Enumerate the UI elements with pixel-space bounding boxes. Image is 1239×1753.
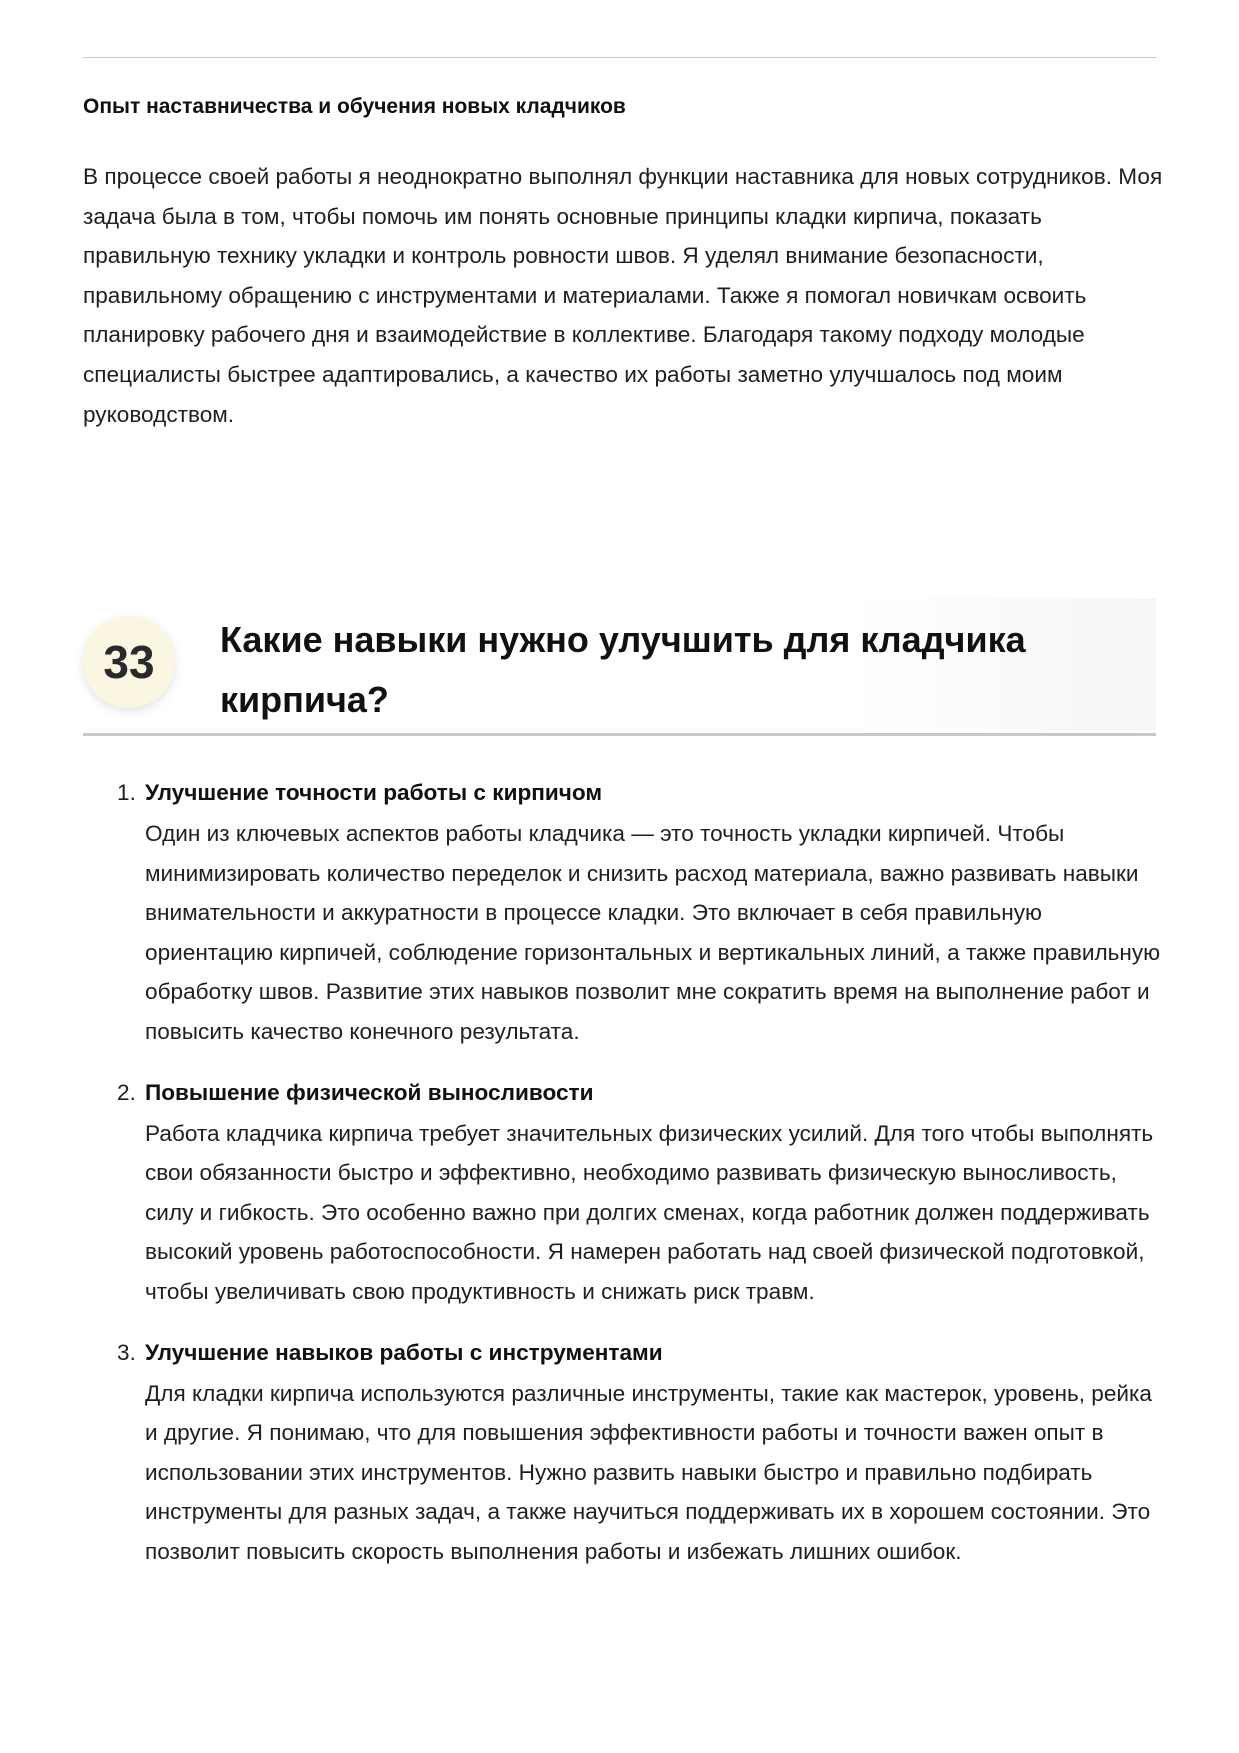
section-number-badge: 33: [83, 616, 175, 708]
list-item-number: 2.: [117, 1079, 136, 1105]
section-header: [83, 596, 1156, 736]
list-item: [83, 1336, 1163, 1572]
mentoring-heading: Опыт наставничества и обучения новых кладчиков: [83, 95, 626, 118]
list-item: [83, 1076, 1163, 1312]
mentoring-paragraph: В процессе своей работы я неоднократно выполнял функции наставника для новых сотрудников. Моя задача была в том, чтобы помочь им понять основные принципы кладки кирпича, показать правильную технику укладки и контроль ровности швов. Я уделял внимание безопасности, правильному обращению с инструментами и материалами. Также я помогал новичкам освоить планировку рабочего дня и взаимодействие в коллективе. Благодаря такому подходу молодые специалисты быстрее адаптировались, а качество их работы заметно улучшалось под моим руководством.: [83, 164, 1163, 427]
list-item-text: Один из ключевых аспектов работы кладчика — это точность укладки кирпичей. Чтобы минимизировать количество переделок и снизить расход материала, важно развивать навыки внимательности и аккуратности в процессе кладки. Это включает в себя правильную ориентацию кирпичей, соблюдение горизонтальных и вертикальных линий, а также правильную обработку швов. Развитие этих навыков позволит мне сократить время на выполнение работ и повысить качество конечного результата.: [145, 821, 1161, 1044]
list-item-number: 1.: [117, 780, 136, 805]
top-divider: [83, 57, 1156, 58]
list-item-number: 3.: [117, 1339, 136, 1365]
section-title: Какие навыки нужно улучшить для кладчика кирпича?: [220, 619, 1026, 720]
list-item-text: Работа кладчика кирпича требует значительных физических усилий. Для того чтобы выполнять свои обязанности быстро и эффективно, необходимо развивать физическую выносливость, силу и гибкость. Это особенно важно при долгих сменах, когда работник должен поддерживать высокий уровень работоспособности. Я намерен работать над своей физической подготовкой, чтобы увеличивать свою продуктивность и снижать риск травм.: [145, 1120, 1154, 1304]
section-divider: [83, 733, 1156, 736]
list-item-title: Улучшение точности работы с кирпичом: [145, 780, 603, 805]
list-item-text: Для кладки кирпича используются различные инструменты, такие как мастерок, уровень, рейка и другие. Я понимаю, что для повышения эффективности работы и точности важен опыт в использовании этих инструментов. Нужно развить навыки быстро и правильно подбирать инструменты для разных задач, а также научиться поддерживать их в хорошем состоянии. Это позволит повысить скорость выполнения работы и избежать лишних ошибок.: [145, 1380, 1152, 1564]
list-item-title: Улучшение навыков работы с инструментами: [145, 1339, 663, 1365]
list-item-title: Повышение физической выносливости: [145, 1079, 594, 1105]
skills-list: [83, 776, 1163, 1596]
list-item: [83, 776, 1163, 1052]
